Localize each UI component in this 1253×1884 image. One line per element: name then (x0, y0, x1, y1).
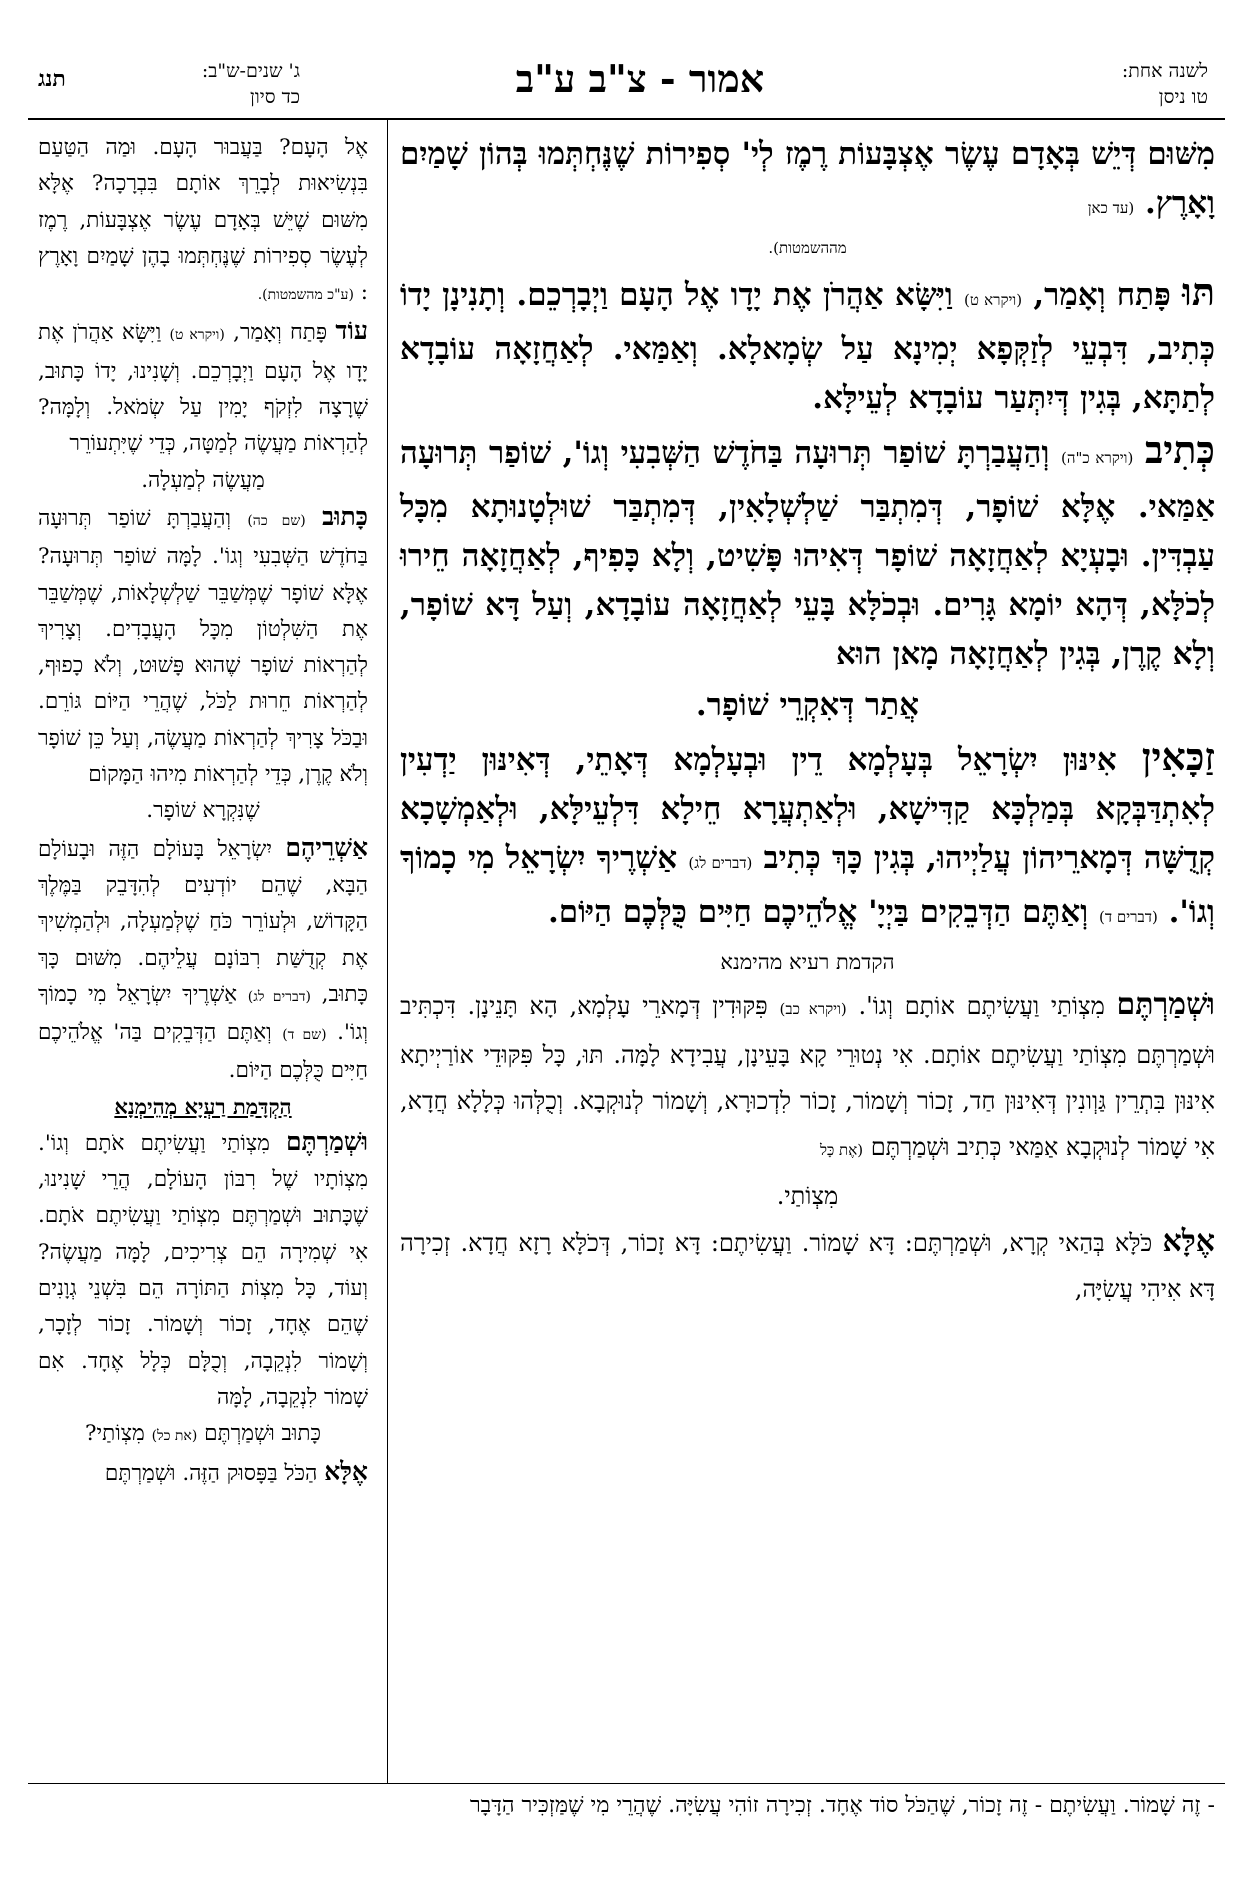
side-s3-lead: כָּתוּב (322, 501, 368, 531)
side-s5-end (38, 1416, 368, 1454)
header-left-note-line2: כד סיון (250, 86, 300, 108)
side-s3-end: שֶׁנִּקְרָא שׁוֹפָר. (146, 798, 260, 824)
side-s3-text: וְהַעֲבַרְתָּ שׁוֹפַר תְּרוּעָה בַּחֹדֶשׁ הַשְּׁבִעִי וְגוֹ'. לָמָּה שׁוֹפַר תְּרוּעָה? אֶלָּא שׁוֹפָר שֶׁמְּשַׁבֵּר שַׁלְשְׁלָאוֹת, שֶׁמְּשַׁבֵּר אֶת הַשִּׁלְטוֹן מִכָּל הָעֲבָדִים. וְצָרִיךְ לְהַרְאוֹת שׁוֹפָר שֶׁהוּא פָּשׁוּט, וְלֹא כָפוּף, לְהַרְאוֹת חֵרוּת לַכֹּל, שֶׁהֲרֵי הַיּוֹם גּוֹרֵם. וּבַכֹּל צָרִיךְ לְהַרְאוֹת מַעֲשֶׂה, וְעַל כֵּן שׁוֹפָר וְלֹא קֶרֶן, כְּדֵי לְהַרְאוֹת מִיהוּ הַמָּקוֹם (38, 505, 368, 788)
main-paragraph-3 (400, 425, 1215, 679)
main-p4-ref2: (דברים ד) (1099, 908, 1158, 926)
header-divider (28, 118, 1225, 120)
header-right-note-line2: טו ניסן (1158, 86, 1208, 108)
main-p4-ref1: (דברים לג) (688, 854, 753, 872)
main-r2-text: כֹּלָּא בְּהַאי קְרָא, וּשְׁמַרְתֶּם: דָּא שָׁמוֹר. וַעֲשִׂיתֶם: דָּא זָכוֹר, דְּכֹלָּא רָזָא חֲדָא. זְכִירָה דָּא אִיהִי עֲשִׂיָּה, (400, 1229, 1215, 1303)
side-s3-ref: (שם כה) (247, 512, 306, 529)
side-s5-text-c: מִצְוֹתַי? (84, 1421, 145, 1447)
side-paragraph-1 (38, 130, 368, 313)
side-s2-end: מַעֲשֶׂה לְמַעְלָה. (141, 467, 265, 493)
main-paragraph-5 (400, 982, 1215, 1173)
page-title: אמור - צ"ב ע"ב (515, 56, 765, 101)
side-s5-text-a: מִצְוֹתַי וַעֲשִׂיתֶם אֹתָם וְגוֹ'. מִצְוֹתָיו שֶׁל רִבּוֹן הָעוֹלָם, הֲרֵי שָׁנִינוּ, שֶׁכָּתוּב וּשְׁמַרְתֶּם מִצְוֹתַי וַעֲשִׂיתֶם אֹתָם. אִי שְׁמִירָה הֵם צְרִיכִים, לָמָּה מַעֲשֶׂה? וְעוֹד, כָּל מִצְוֹת הַתּוֹרָה הֵם בִּשְׁנֵי גְוָנִים שֶׁהֵם אֶחָד, זָכוֹר וְשָׁמוֹר. זָכוֹר לְזָכָר, וְשָׁמוֹר לִנְקֵבָה, וְכֻלָּם כְּלָל אֶחָד. אִם שָׁמוֹר לִנְקֵבָה, לָמָּה (38, 1130, 368, 1410)
side-s6-lead: אֶלָּא (324, 1457, 368, 1487)
main-p4-lead: זַכָּאִין (1141, 734, 1215, 779)
side-s1-text: אֶל הָעָם? בַּעֲבוּר הָעָם. וּמַה הַטַּעַם בִּנְשִׂיאוּת לְבָרֵךְ אוֹתָם בִּבְרָכָה? אֶלָּא מִשּׁוּם שֶׁיֵּשׁ בְּאָדָם עֶשֶׂר אֶצְבָּעוֹת, רֶמֶז לְעֶשֶׂר סְפִירוֹת שֶׁנֶּחְתְּמוּ בָהֶן שָׁמַיִם וָאָרֶץ : (38, 135, 368, 306)
main-paragraph-2 (400, 267, 1215, 423)
column-divider (387, 118, 388, 1783)
main-p3-lead: כְּתִיב (1144, 427, 1216, 472)
main-section-title: הקדמת רעיא מהימנא (720, 950, 895, 974)
side-s4-ref1: (דברים לג) (247, 988, 311, 1005)
side-s6-text: הַכֹּל בַּפָּסוּק הַזֶּה. וּשְׁמַרְתֶּם (104, 1461, 318, 1487)
side-s5-text-b: כָּתוּב וּשְׁמַרְתֶּם (204, 1421, 322, 1447)
header-right-note (1018, 58, 1208, 118)
main-r1-lead: וּשְׁמַרְתֶּם (1116, 987, 1215, 1022)
translation-column (38, 130, 368, 1493)
side-s2-text-a: פָּתַח וְאָמַר, (233, 320, 328, 346)
main-p2-text-a: פָּתַח וְאָמַר, (1033, 277, 1171, 313)
side-s4-text-b: אַשְׁרֶיךָ יִשְׂרָאֵל מִי כָמוֹךָ וְגוֹ'. (38, 981, 369, 1046)
side-paragraph-4 (38, 830, 368, 1090)
side-section-title: הַקְדָּמַת רַעְיָא מְהֵימְנָא (114, 1093, 292, 1119)
header-right-note-line1: לשנה אחת: (1121, 60, 1208, 82)
main-p1-text: מִשּׁוּם דְּיֵשׁ בְּאָדָם עֶשֶׂר אֶצְבָּעוֹת רֶמֶז לְי' סְפִירוֹת שֶׁנֶּחְתְּמוּ בְּהוֹן שָׁמַיִם וָאָרֶץ. (400, 136, 1215, 221)
side-s2-lead: עוֹד (335, 316, 368, 346)
side-s2-ref: (ויקרא ט) (169, 327, 225, 344)
footer-divider (28, 1783, 1225, 1784)
main-p2-ref: (ויקרא ט) (964, 291, 1023, 309)
main-p4-text-a: אִינּוּן יִשְׂרָאֵל בְּעָלְמָא דֵין וּבְעָלְמָא דְּאָתֵי, דְּאִינּוּן יַדְעִין לְאִתְדַּבְּקָא בְּמַלְכָּא קַדִּישָׁא, וּלְאַתְעֲרָא חֵילָא דִּלְעֵילָּא, וּלְאַמְשָׁכָא קְדֻשָּׁה דְּמָארֵיהוֹן עֲלַיְיהוּ, בְּגִין כָּךְ כְּתִיב (400, 742, 1216, 876)
page-number: תנג (38, 66, 66, 92)
main-p1-end: מההשמטות). (768, 239, 847, 257)
side-s2-text-b: וַיִּשָּׂא אַהֲרֹן אֶת יָדָו אֶל הָעָם וַיְבָרְכֵם. וְשָׁנִינוּ, יָדוֹ כָּתוּב, שֶׁרָצָה לִזְקֹף יָמִין עַל שְׂמֹאל. וְלָמָּה? לְהַרְאוֹת מַעֲשֶׂה לְמַטָּה, כְּדֵי שֶׁיִּתְעוֹרֵר (38, 320, 368, 457)
main-p4-text-c: וְאַתֶּם הַדְּבֵקִים בַּיְיָ' אֱלֹהֵיכֶם חַיִּים כֻּלְּכֶם הַיּוֹם. (547, 894, 1089, 930)
main-p1-ref: (עד כאן (1087, 199, 1135, 217)
side-s4-lead: אַשְׁרֵיהֶם (285, 832, 368, 862)
main-p3-end: אֲתַר דְּאִקְרֵי שׁוֹפָר. (695, 687, 920, 723)
main-r1-ref: (ויקרא כב) (779, 1000, 847, 1018)
side-s4-text-c: וְאַתֶּם הַדְּבֵקִים בַּה' אֱלֹהֵיכֶם חַיִּים כֻּלְּכֶם הַיּוֹם. (38, 1020, 368, 1084)
side-s1-ref: (ע"כ מהשמטות). (257, 287, 354, 304)
main-r1-text-b: פִּקּוּדִין דְּמָארֵי עָלְמָא, הָא תָּנֵינָן. דִּכְתִּיב וּשְׁמַרְתֶּם מִצְוֹתַי וַעֲשִׂיתֶם אוֹתָם. אִי נְטוּרֵי קָא בָּעֵינָן, עֲבִידָא לָמָּה. תּוּ, כָּל פִּקּוּדֵי אוֹרַיְיתָא אִינּוּן בִּתְרֵין גַּוְונִין דְּאִינּוּן חַד, זָכוֹר וְשָׁמוֹר, זָכוֹר לִדְכוּרָא, וְשָׁמוֹר לְנוּקְבָא. וְכֻלְּהוּ כְּלָלָא חֲדָא, אִי שָׁמוֹר לְנוּקְבָא אַמַּאי כְּתִיב וּשְׁמַרְתֶּם (400, 992, 1215, 1161)
side-paragraph-2 (38, 313, 368, 462)
header-left-note (155, 58, 300, 118)
header-left-note-line1: ג' שנים-ש"ב: (201, 60, 300, 82)
side-paragraph-6 (38, 1454, 368, 1492)
side-paragraph-3 (38, 499, 368, 793)
main-paragraph-6 (400, 1219, 1215, 1312)
main-r1-text-a: מִצְוֹתַי וַעֲשִׂיתֶם אוֹתָם וְגוֹ'. (858, 992, 1105, 1020)
side-paragraph-5 (38, 1124, 368, 1416)
footer-continuation: - זֶה שָׁמוֹר. וַעֲשִׂיתֶם - זֶה זָכוֹר, שֶׁהַכֹּל סוֹד אֶחָד. זְכִירָה זוֹהִי עֲשִׂיָּה. שֶׁהֲרֵי מִי שֶׁמַּזְכִּיר הַדָּבָר (469, 1793, 1215, 1818)
main-r1-end: מִצְוֹתַי. (776, 1182, 839, 1210)
side-s4-text-a: יִשְׂרָאֵל בָּעוֹלָם הַזֶּה וּבָעוֹלָם הַבָּא, שֶׁהֵם יוֹדְעִים לְהִדָּבֵק בַּמֶּלֶךְ הַקָּדוֹשׁ, וּלְעוֹרֵר כֹּחַ שֶׁלְּמַעְלָה, וּלְהַמְשִׁיךְ אֶת קְדֻשַּׁת רִבּוֹנָם עֲלֵיהֶם. מִשּׁוּם כָּךְ כָּתוּב, (38, 836, 368, 1007)
main-r2-lead: אֶלָּא (1162, 1224, 1215, 1259)
main-paragraph-4 (400, 732, 1215, 942)
main-p2-lead: תּוּ (1182, 269, 1215, 314)
side-s4-ref2: (שם ד) (282, 1027, 327, 1044)
main-p3-text-a: וְהַעֲבַרְתָּ שׁוֹפַר תְּרוּעָה בַּחֹדֶשׁ הַשְּׁבִעִי וְגוֹ', שׁוֹפַר תְּרוּעָה אַמַּאי. אֶלָּא שׁוֹפָר, דְּמִתְבַּר שַׁלְשְׁלָאִין, דְּמִתְבַּר שׁוּלְטָנוּתָא מִכָּל עַבְדִּין. וּבָעְיָא לְאַחֲזָאָה שׁוֹפָר דְּאִיהוּ פָּשִׁיט, וְלָא כָּפִיף, לְאַחֲזָאָה חֵירוּ לְכֹלָּא, דְּהָא יוֹמָא גָּרִים. וּבְכֹלָּא בָּעֵי לְאַחֲזָאָה עוֹבָדָא, וְעַל דָּא שׁוֹפָר, וְלָא קֶרֶן, בְּגִין לְאַחֲזָאָה מָאן הוּא (400, 435, 1215, 672)
main-column (400, 130, 1215, 1312)
main-r1-ref2: (אֶת כָּל (819, 1141, 864, 1159)
main-p3-ref: (ויקרא כ"ה) (1061, 449, 1134, 467)
side-s5-lead: וּשְׁמַרְתֶּם (285, 1126, 368, 1156)
main-paragraph-1 (400, 130, 1215, 233)
side-s5-ref: (את כל) (151, 1428, 198, 1445)
main-p4-text-b: אַשְׁרֶיךָ יִשְׂרָאֵל מִי כָמוֹךָ וְגוֹ'. (400, 840, 1215, 930)
main-p2-text-b: וַיִּשָּׂא אַהֲרֹן אֶת יָדָו אֶל הָעָם וַיְבָרְכֵם. וְתָנִינָן יָדוֹ כְּתִיב, דִּבְעֵי לְזַקְּפָא יְמִינָא עַל שְׂמָאלָא. וְאַמַּאי. לְאַחֲזָאָה עוֹבָדָא לְתַתָּא, בְּגִין דְּיִתְּעַר עוֹבָדָא לְעֵילָּא. (400, 277, 1215, 416)
